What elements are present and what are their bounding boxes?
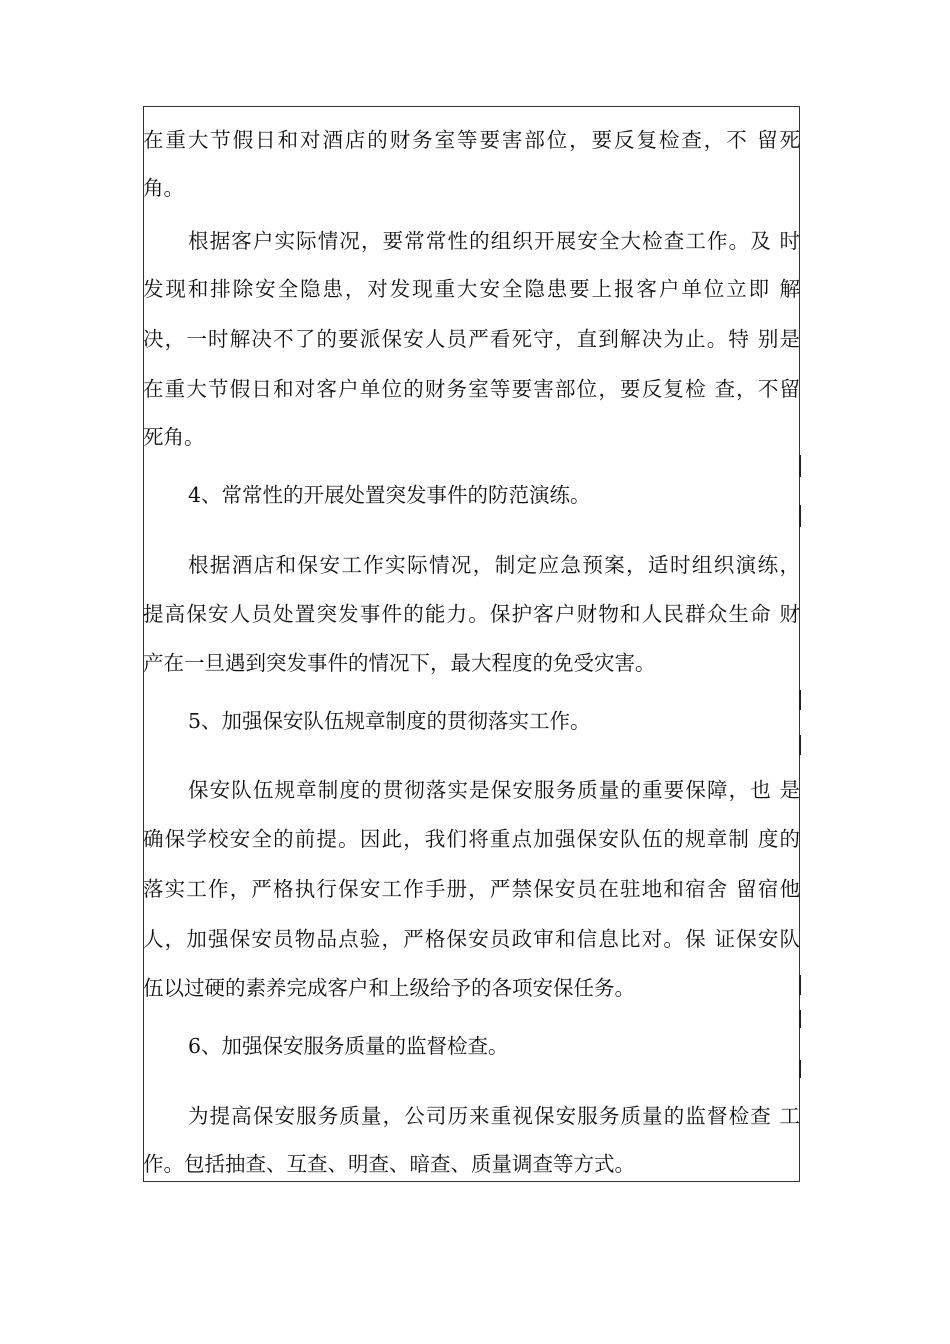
- text-line: 落实工作，严格执行保安工作手册，严禁保安员在驻地和宿舍 留宿他: [143, 877, 800, 901]
- text-line: 死角。: [143, 425, 205, 449]
- text-line: 在重大节假日和对客户单位的财务室等要害部位，要反复检 查，不留: [143, 377, 800, 401]
- text-line: 在重大节假日和对酒店的财务室等要害部位，要反复检查，不 留死: [143, 128, 800, 152]
- right-border-tick: [799, 1060, 801, 1078]
- text-line: 作。包括抽查、互查、明查、暗查、质量调查等方式。: [143, 1152, 635, 1176]
- text-line: 伍以过硬的素养完成客户和上级给予的各项安保任务。: [143, 976, 635, 1000]
- text-line: 决，一时解决不了的要派保安人员严看死守，直到解决为止。特 别是: [143, 327, 800, 351]
- right-border-tick: [799, 455, 801, 477]
- text-line: 根据客户实际情况，要常常性的组织开展安全大检查工作。及 时: [188, 229, 800, 253]
- right-border-tick: [799, 1010, 801, 1028]
- section-heading: 6、加强保安服务质量的监督检查。: [188, 1034, 509, 1058]
- document-frame: [143, 106, 800, 1182]
- right-border-tick: [799, 735, 801, 755]
- section-heading: 4、常常性的开展处置突发事件的防范演练。: [188, 483, 591, 507]
- text-line: 确保学校安全的前提。因此，我们将重点加强保安队伍的规章制 度的: [143, 827, 800, 851]
- text-line: 产在一旦遇到突发事件的情况下，最大程度的免受灾害。: [143, 651, 656, 675]
- text-line: 保安队伍规章制度的贯彻落实是保安服务质量的重要保障，也 是: [188, 778, 800, 802]
- text-line: 发现和排除安全隐患，对发现重大安全隐患要上报客户单位立即 解: [143, 277, 800, 301]
- text-line: 为提高保安服务质量，公司历来重视保安服务质量的监督检查 工: [188, 1104, 800, 1128]
- text-line: 人，加强保安员物品点验，严格保安员政审和信息比对。保 证保安队: [143, 927, 800, 951]
- text-line: 根据酒店和保安工作实际情况，制定应急预案，适时组织演练，: [188, 553, 800, 577]
- text-line: 角。: [143, 176, 184, 200]
- text-line: 提高保安人员处置突发事件的能力。保护客户财物和人民群众生命 财: [143, 602, 800, 626]
- section-heading: 5、加强保安队伍规章制度的贯彻落实工作。: [188, 709, 591, 733]
